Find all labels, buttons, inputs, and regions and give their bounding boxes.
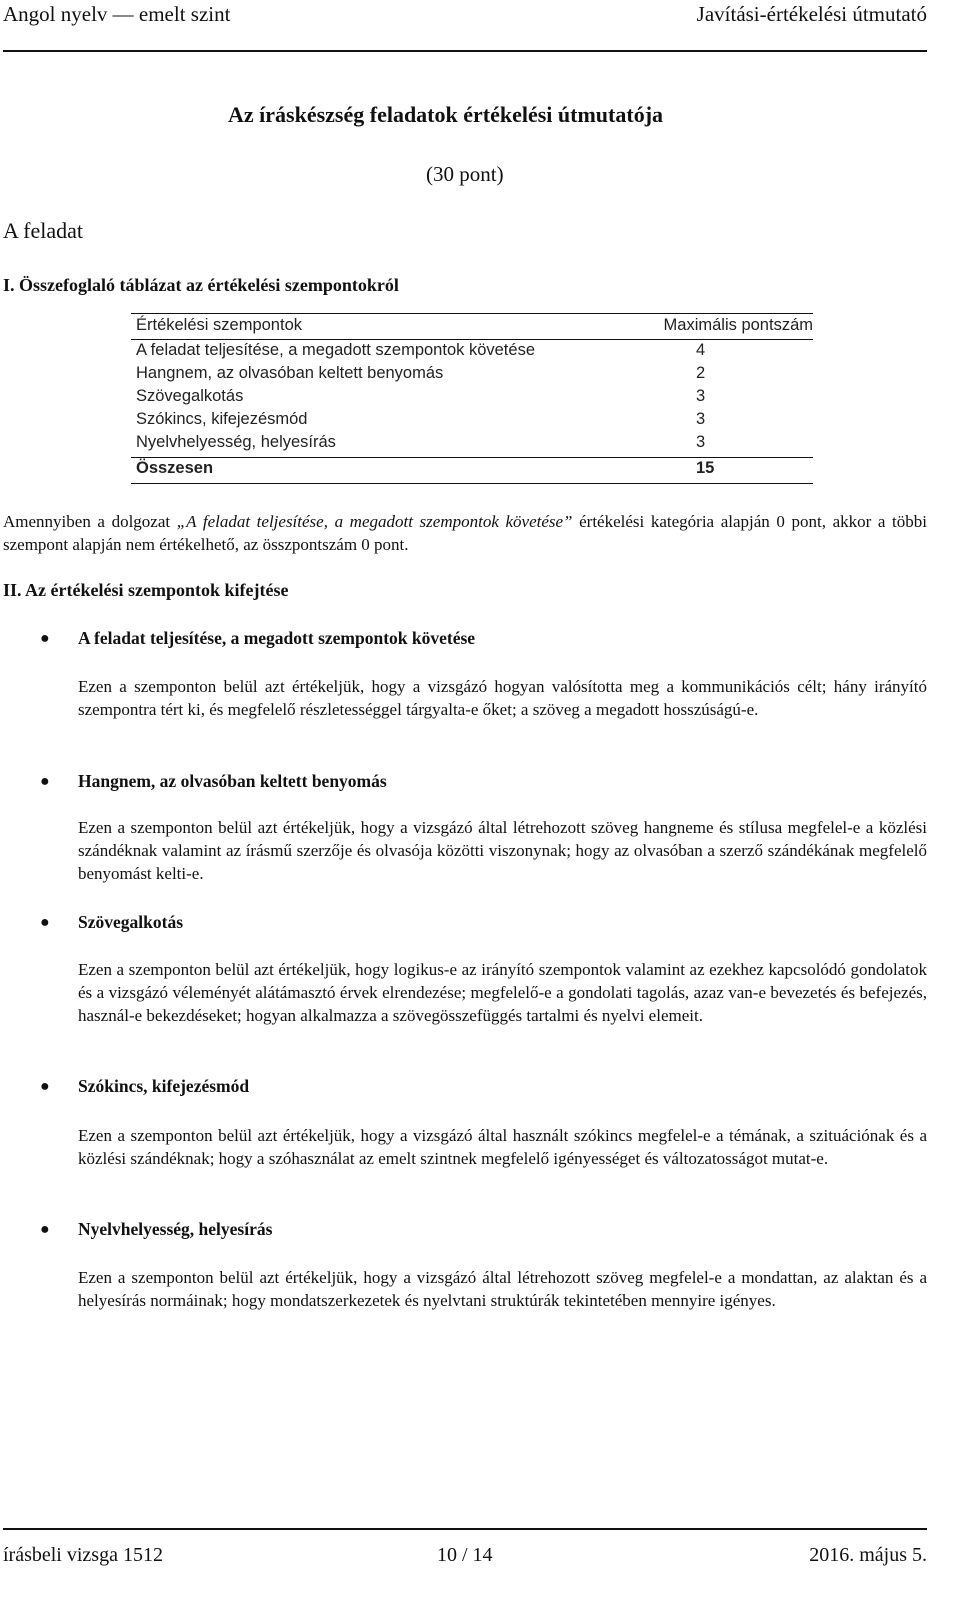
criterion-description: Ezen a szemponton belül azt értékeljük, hogy a vizsgázó hogyan valósította meg a kommunikációs célt; hány irányító szempontra tért ki, és megfelelő részletességgel tárgyalta-e őket; a szöveg a megadott hosszúságú-e.: [78, 677, 927, 719]
header-guide-title: Javítási-értékelési útmutató: [696, 2, 927, 26]
total-label: Összesen: [136, 459, 214, 477]
criterion-cell: Szövegalkotás: [136, 387, 244, 405]
total-points: (30 pont): [426, 162, 504, 186]
max-points-cell: 3: [696, 433, 706, 451]
table-total-row: [131, 459, 813, 483]
column-header-criteria: Értékelési szempontok: [136, 316, 302, 334]
table-header-rule: [131, 339, 813, 340]
note-category-name: „A feladat teljesítése, a megadott szempontok követése”: [176, 512, 573, 531]
table-bottom-rule: [131, 483, 813, 484]
section-1-title: I. Összefoglaló táblázat az értékelési szempontokról: [3, 275, 399, 295]
footer-rule: [3, 1528, 927, 1530]
total-value: 15: [696, 459, 715, 477]
criterion-title: Hangnem, az olvasóban keltett benyomás: [78, 771, 387, 791]
page-number: 10 / 14: [437, 1544, 493, 1566]
max-points-cell: 4: [696, 341, 706, 359]
header-exam-title: Angol nyelv — emelt szint: [3, 2, 231, 26]
bullet-icon: ●: [40, 914, 50, 931]
criterion-title: Szövegalkotás: [78, 912, 183, 932]
task-label: A feladat: [3, 218, 84, 243]
max-points-cell: 3: [696, 387, 706, 405]
criterion-cell: Szókincs, kifejezésmód: [136, 410, 308, 428]
note-text-end: értékelési kategória alapján 0 pont, akkor a többi szempont alapján nem értékelhető, az összpontszám 0 pont.: [3, 512, 927, 554]
criterion-title: A feladat teljesítése, a megadott szempontok követése: [78, 628, 476, 648]
page-title: Az íráskészség feladatok értékelési útmutatója: [228, 102, 664, 127]
max-points-cell: 2: [696, 364, 706, 382]
criterion-description: Ezen a szemponton belül azt értékeljük, hogy a vizsgázó által létrehozott szöveg hangneme és stílusa megfelel-e a közlési szándéknak valamint az írásmű szerzője és olvasója közötti viszonynak; hogy az olvasóban a szerző szándékának megfelelő benyomást kelti-e.: [78, 818, 927, 883]
footer-date: 2016. május 5.: [809, 1544, 927, 1566]
table-total-rule: [131, 457, 813, 458]
max-points-cell: 3: [696, 410, 706, 428]
bullet-icon: ●: [40, 630, 50, 647]
table-row: [131, 364, 813, 388]
section-2-title: II. Az értékelési szempontok kifejtése: [3, 580, 289, 600]
criterion-cell: Nyelvhelyesség, helyesírás: [136, 433, 336, 451]
table-top-rule: [131, 313, 813, 314]
criterion-title: Nyelvhelyesség, helyesírás: [78, 1219, 273, 1239]
criterion-description: Ezen a szemponton belül azt értékeljük, hogy logikus-e az irányító szempontok valamint az ezekhez kapcsolódó gondolatok és a vizsgázó véleményét alátámasztó érvek elrendezése; megfelelő-e a gondolati tagolás, azaz van-e bevezetés és befejezés, használ-e bekezdéseket; hogyan alkalmazza a szövegösszefüggés tartalmi és nyelvi elemeit.: [78, 960, 927, 1025]
table-row: [131, 410, 813, 434]
criterion-cell: Hangnem, az olvasóban keltett benyomás: [136, 364, 444, 382]
table-header-row: [131, 316, 813, 340]
header-rule: [3, 50, 927, 52]
table-row: [131, 387, 813, 411]
bullet-icon: ●: [40, 773, 50, 790]
bullet-icon: ●: [40, 1221, 50, 1238]
bullet-icon: ●: [40, 1078, 50, 1095]
zero-point-note: [3, 510, 927, 556]
table-row: [131, 341, 813, 365]
column-header-max-points: Maximális pontszám: [663, 316, 813, 334]
footer-exam-code: írásbeli vizsga 1512: [3, 1544, 163, 1566]
criterion-cell: A feladat teljesítése, a megadott szempontok követése: [136, 341, 535, 359]
criterion-description: Ezen a szemponton belül azt értékeljük, hogy a vizsgázó által használt szókincs megfelel-e a témának, a szituációnak és a közlési szándéknak; hogy a szóhasználat az emelt szintnek megfelelő igényességet és változatosságot mutat-e.: [78, 1126, 927, 1168]
note-text-start: Amennyiben a dolgozat: [3, 512, 177, 531]
criterion-title: Szókincs, kifejezésmód: [78, 1076, 250, 1096]
table-row: [131, 433, 813, 457]
criterion-description: Ezen a szemponton belül azt értékeljük, hogy a vizsgázó által létrehozott szöveg megfelel-e a mondattan, az alaktan és a helyesírás normáinak; hogy mondatszerkezetek és nyelvtani struktúrák tekintetében mennyire igényes.: [78, 1268, 927, 1310]
